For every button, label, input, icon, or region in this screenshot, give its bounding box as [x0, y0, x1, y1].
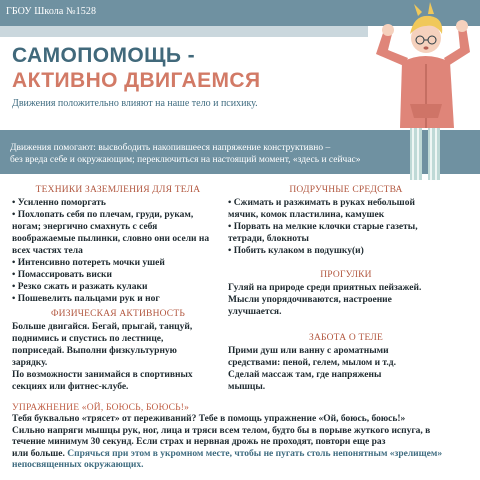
stressed-person-illustration — [362, 0, 480, 180]
list-item: секциях или фитнес-клубе. — [12, 382, 129, 392]
list-item: мышцы. — [228, 382, 266, 392]
section-title-grounding: ТЕХНИКИ ЗАЗЕМЛЕНИЯ ДЛЯ ТЕЛА — [35, 185, 201, 195]
exercise-text-plain: или больше. — [12, 448, 68, 459]
section-title-body-care: ЗАБОТА О ТЕЛЕ — [309, 333, 383, 343]
info-text — [10, 143, 370, 166]
list-item: средствами: пеной, гелем, мылом и т.д. — [228, 358, 396, 368]
section-title-walks: ПРОГУЛКИ — [320, 270, 372, 280]
list-item: мячик, комок пластилина, камушек — [228, 210, 385, 220]
section-body-grounding — [12, 197, 230, 305]
list-item: всех частях тела — [12, 246, 83, 256]
section-title-tools: ПОДРУЧНЫЕ СРЕДСТВА — [289, 185, 403, 195]
header-subband — [0, 26, 368, 37]
person-leg — [428, 122, 440, 180]
person-hand — [382, 24, 394, 36]
person-arm — [444, 26, 470, 66]
section-body-physical — [12, 321, 230, 393]
section-title-physical: ФИЗИЧЕСКАЯ АКТИВНОСТЬ — [50, 309, 186, 319]
exercise-title: УПРАЖНЕНИЕ «ОЙ, БОЮСЬ, БОЮСЬ!» — [12, 403, 190, 413]
school-name: ГБОУ Школа №1528 — [6, 6, 97, 17]
list-item: Больше двигайся. Бегай, прыгай, танцуй, — [12, 322, 193, 332]
list-item: • Помассировать виски — [12, 270, 112, 280]
person-hand — [456, 20, 468, 32]
exercise-line: Сильно напряги мышцы рук, ног, лица и тряси всем телом, будто бы в порыве жуткого испуга, в — [12, 425, 431, 436]
list-item: зарядку. — [12, 358, 48, 368]
list-item: • Пошевелить пальцами рук и ног — [12, 294, 160, 304]
list-item: • Усиленно поморгать — [12, 198, 106, 208]
list-item: Мысли упорядочиваются, настроение — [228, 295, 392, 305]
list-item: поднимись и спустись по лестнице, — [12, 334, 164, 344]
person-leg — [410, 122, 422, 180]
list-item: поприседай. Выполни физкультурную — [12, 346, 177, 356]
list-item: воображаемые пылинки, словно они осели на — [12, 234, 210, 244]
section-body-walks — [228, 282, 474, 318]
list-item: • Сжимать и разжимать в руках небольшой — [228, 198, 415, 208]
page-title-line1: САМОПОМОЩЬ - — [12, 44, 196, 67]
list-item: Сделай массаж там, где напряжены — [228, 370, 382, 380]
exercise-highlight: непосвященных окружающих. — [12, 460, 144, 470]
page-subtitle: Движения положительно влияют на наше тело и психику. — [12, 98, 258, 109]
list-item: ногам; энергично смахнуть с себя — [12, 222, 158, 232]
exercise-line — [12, 449, 472, 461]
list-item: По возможности занимайся в спортивных — [12, 370, 193, 380]
list-item: тетради, блокноты — [228, 234, 309, 244]
info-line: без вреда себе и окружающим; переключиться на настоящий момент, «здесь и сейчас» — [10, 154, 361, 165]
list-item: • Похлопать себя по плечам, груди, рукам, — [12, 210, 194, 220]
list-item: Прими душ или ванну с ароматными — [228, 346, 389, 356]
section-body-body-care — [228, 345, 474, 393]
exercise-text — [12, 414, 472, 472]
info-line: Движения помогают: высвободить накопившееся напряжение конструктивно – — [10, 143, 331, 153]
list-item: • Порвать на мелкие клочки старые газеты, — [228, 222, 418, 232]
list-item: • Побить кулаком в подушку(и) — [228, 246, 364, 256]
page-title-line2: АКТИВНО ДВИГАЕМСЯ — [12, 69, 261, 92]
list-item: Гуляй на природе среди приятных пейзажей. — [228, 283, 422, 293]
exercise-line: Тебя буквально «трясет» от переживаний? Тебе в помощь упражнение «Ой, боюсь, боюсь!» — [12, 414, 406, 424]
exercise-highlight: Спрячься при этом в укромном месте, чтобы не пугать столь непонятным «зрелищем» — [67, 448, 443, 459]
exercise-line: течение минимум 30 секунд. Если страх и нервная дрожь не проходят, повтори еще раз — [12, 437, 386, 447]
list-item: • Интенсивно потереть мочки ушей — [12, 258, 165, 268]
list-item: улучшается. — [228, 307, 282, 317]
list-item: • Резко сжать и разжать кулаки — [12, 282, 148, 292]
section-body-tools — [228, 197, 474, 257]
person-arm — [376, 30, 408, 66]
